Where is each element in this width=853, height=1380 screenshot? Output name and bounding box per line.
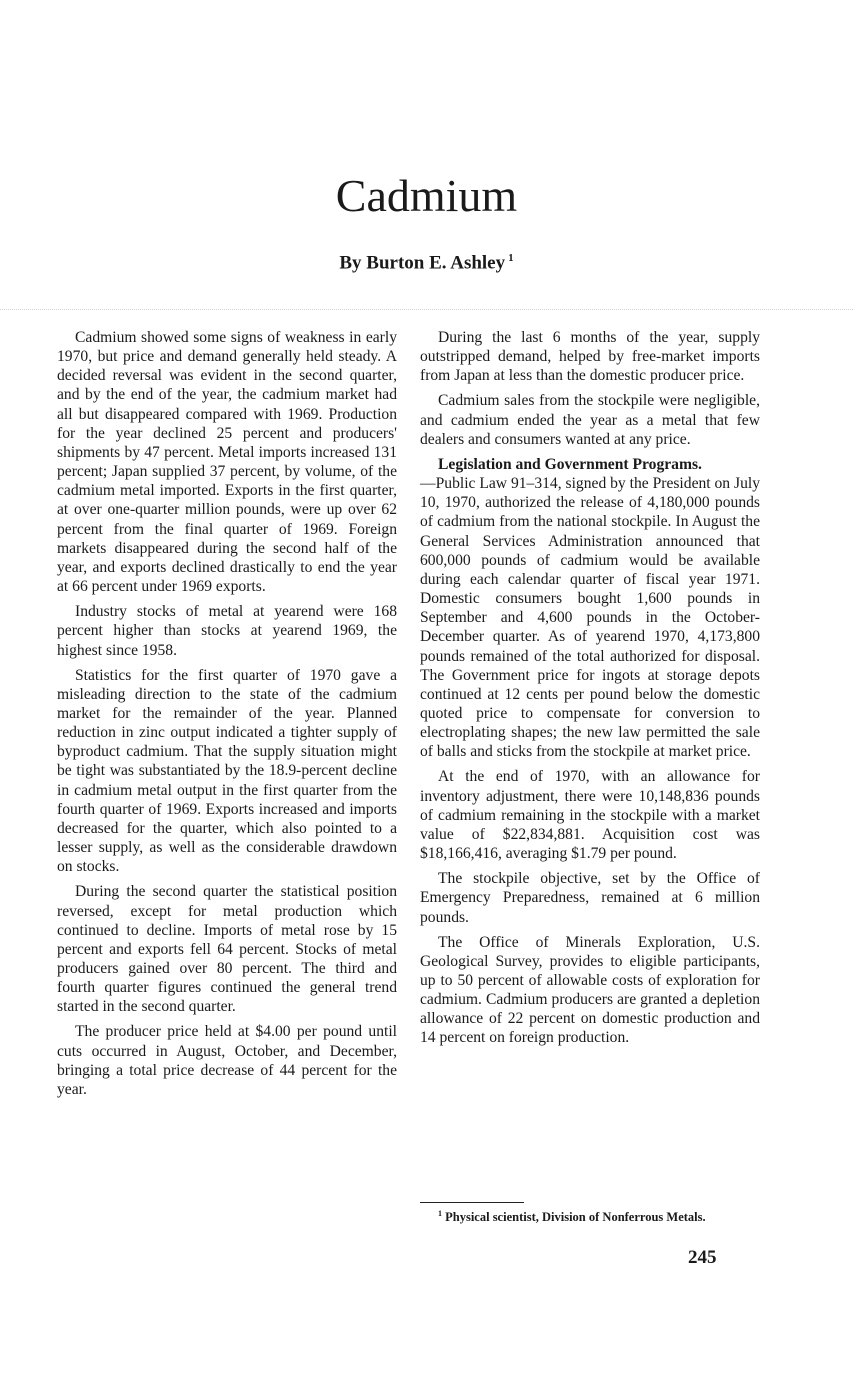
paragraph: Cadmium showed some signs of weakness in early 1970, but price and demand generally held steady. A decided reversal was evident in the second quarter, and by the end of the year, the cadmium market had all but disappeared compared with 1969. Production for the year declined 25 percent and producers' shipments by 47 percent. Metal imports increased 131 percent; Japan supplied 37 percent, by volume, of the cadmium metal imported. Exports in the first quarter, at over one-quarter million pounds, were up over 62 percent from the final quarter of 1969. Foreign markets disappeared during the second half of the year, and exports declined drastically to end the year at 66 percent under 1969 exports. <box>57 329 397 596</box>
paragraph: Statistics for the first quarter of 1970 gave a misleading direction to the state of the cadmium market for the remainder of the year. Planned reduction in zinc output indicated a tighter supply of byproduct cadmium. That the supply situation might be tight was substantiated by the 18.9-percent decline in cadmium metal output in the first quarter from the fourth quarter of 1969. Exports increased and imports decreased for the quarter, which also pointed to a lesser supply, as well as the considerable drawdown on stocks. <box>57 666 397 876</box>
header-divider <box>0 309 853 310</box>
right-column <box>420 328 760 1054</box>
legislation-paragraph <box>420 455 760 762</box>
author-footnote-mark: 1 <box>508 252 514 264</box>
author-name: By Burton E. Ashley <box>339 252 506 274</box>
footnote-mark: 1 <box>438 1209 442 1218</box>
paragraph: During the second quarter the statistical position reversed, except for metal production which continued to decline. Imports of metal rose by 15 percent and exports fell 64 percent. Stocks of metal producers gained over 80 percent. The third and fourth quarter figures continued the general trend started in the second quarter. <box>57 883 397 1016</box>
section-heading: Legislation and Government Programs. <box>438 455 702 473</box>
paragraph: The stockpile objective, set by the Office of Emergency Preparedness, remained at 6 million pounds. <box>420 870 760 926</box>
paragraph: The producer price held at $4.00 per pound until cuts occurred in August, October, and December, bringing a total price decrease of 44 percent for the year. <box>57 1023 397 1098</box>
legislation-body: —Public Law 91–314, signed by the President on July 10, 1970, authorized the release of 4,180,000 pounds of cadmium from the national stockpile. In August the General Services Administration announced that 600,000 pounds of cadmium would be available during each calendar quarter of fiscal year 1971. Domestic consumers bought 1,600 pounds in September and 4,600 pounds in the October-December quarter. As of yearend 1970, 4,173,800 pounds remained of the total authorized for disposal. The Government price for ingots at storage depots continued at 12 cents per pound below the domestic quoted price to compensate for conversion to electroplating shapes; the new law permitted the sale of balls and sticks from the stockpile at market price. <box>420 475 761 761</box>
footnote-divider <box>420 1202 524 1203</box>
footnote <box>420 1206 760 1225</box>
page-number: 245 <box>688 1247 717 1268</box>
footnote-text: Physical scientist, Division of Nonferrous Metals. <box>445 1210 706 1225</box>
author-byline <box>0 252 853 274</box>
left-column <box>57 328 397 1105</box>
paragraph: Cadmium sales from the stockpile were negligible, and cadmium ended the year as a metal that few dealers and consumers wanted at any price. <box>420 392 760 448</box>
page-title: Cadmium <box>335 170 518 221</box>
paragraph: During the last 6 months of the year, supply outstripped demand, helped by free-market imports from Japan at less than the domestic producer price. <box>420 329 760 385</box>
paragraph: Industry stocks of metal at yearend were 168 percent higher than stocks at yearend 1969, the highest since 1958. <box>57 603 397 659</box>
paragraph: The Office of Minerals Exploration, U.S. Geological Survey, provides to eligible participants, up to 50 percent of allowable costs of exploration for cadmium. Cadmium producers are granted a depletion allowance of 22 percent on domestic production and 14 percent on foreign production. <box>420 933 760 1047</box>
paragraph: At the end of 1970, with an allowance for inventory adjustment, there were 10,148,836 pounds of cadmium remaining in the stockpile with a market value of $22,834,881. Acquisition cost was $18,166,416, averaging $1.79 per pound. <box>420 768 760 863</box>
